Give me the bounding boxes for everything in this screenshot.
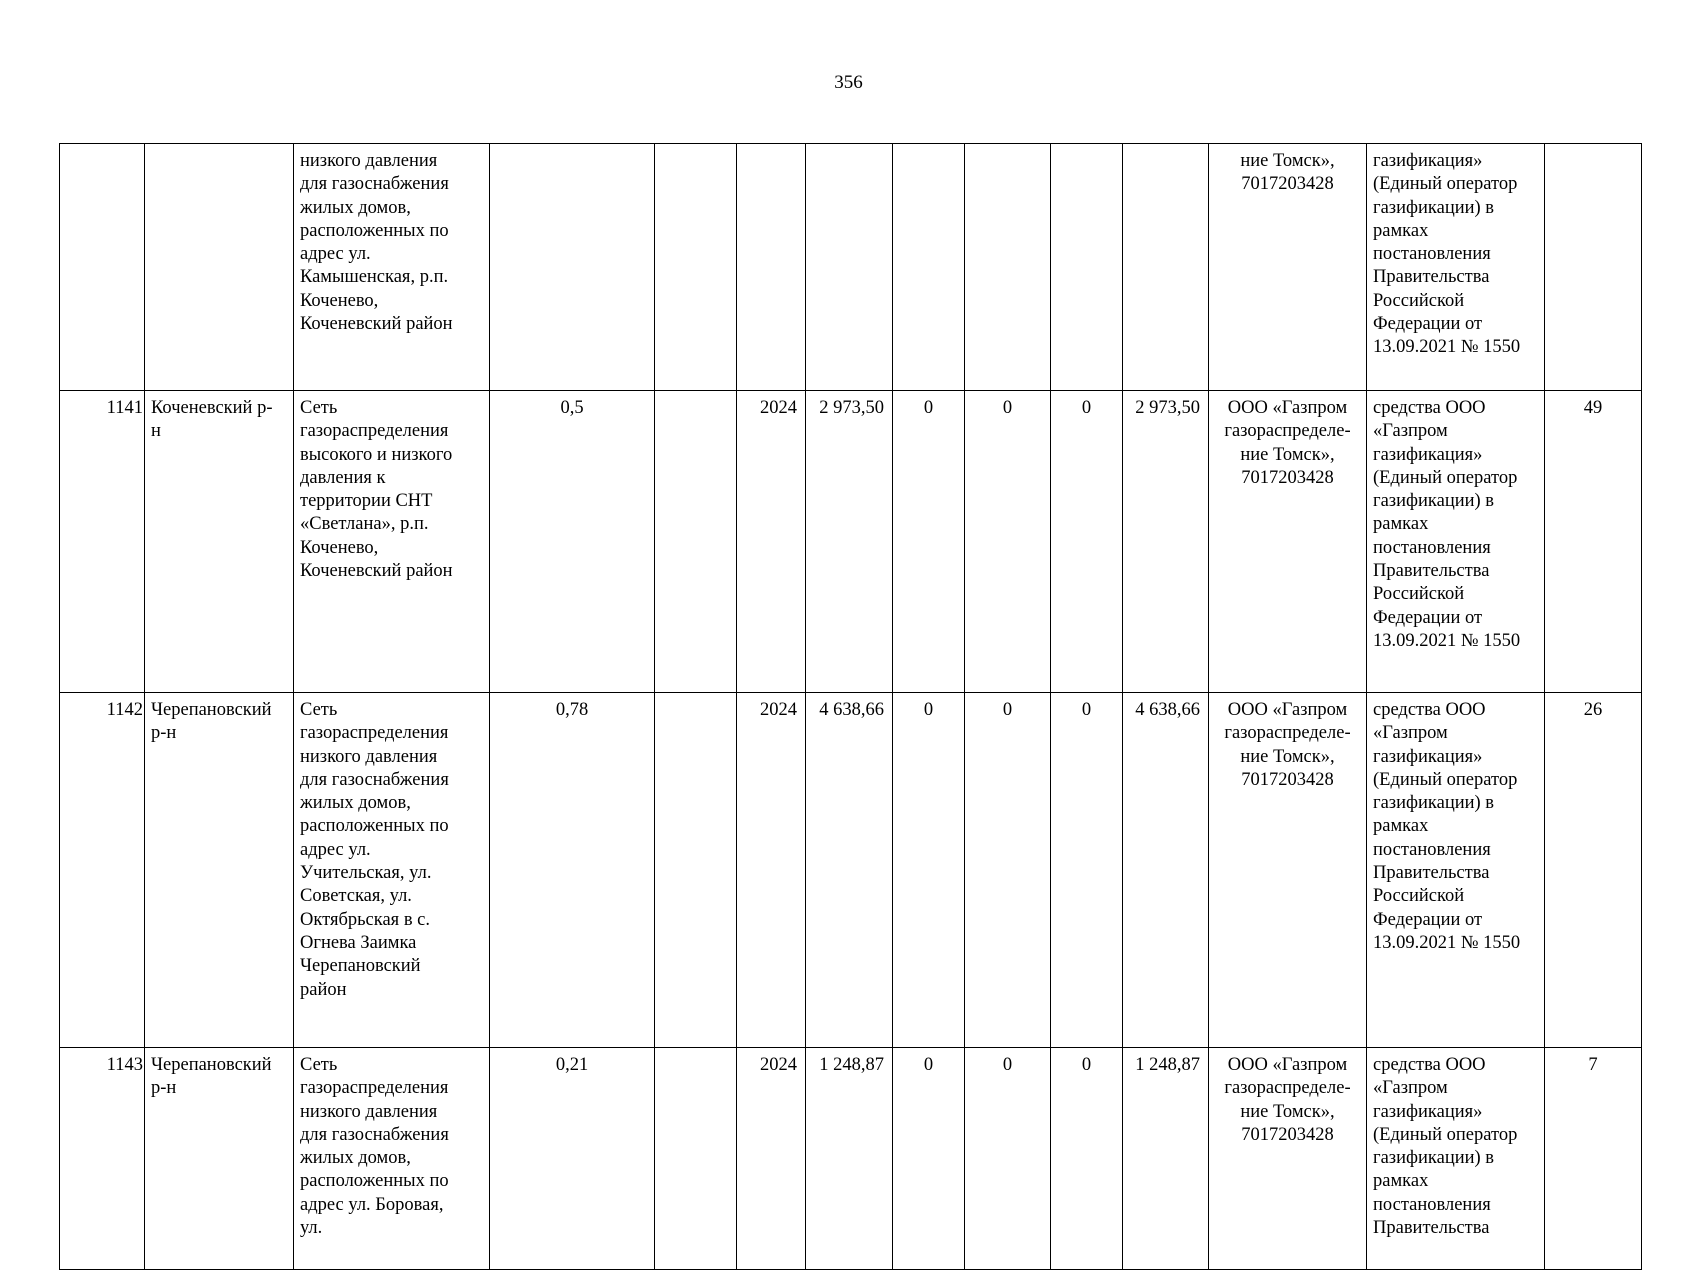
year-cell: 2024 — [737, 693, 806, 1048]
cost-cell-1 — [893, 144, 965, 391]
district-cell: Черепановский р-н — [145, 693, 294, 1048]
funding-source-cell: средства ООО «Газпром газификация» (Единый оператор газификации) в рамках постановления Правительства Российской Федерации от 13.09.2021 № 1550 — [1367, 693, 1545, 1048]
empty-cell — [655, 144, 737, 391]
year-cell — [737, 144, 806, 391]
total-cost-cell — [806, 144, 893, 391]
count-cell: 26 — [1545, 693, 1642, 1048]
organization-cell: ООО «Газпром газораспределе- ние Томск», 7017203428 — [1209, 693, 1367, 1048]
page-number: 356 — [834, 72, 863, 93]
funding-source-cell: средства ООО «Газпром газификация» (Единый оператор газификации) в рамках постановления Правительства Российской Федерации от 13.09.2021 № 1550 — [1367, 391, 1545, 693]
funding-source-cell: средства ООО «Газпром газификация» (Единый оператор газификации) в рамках постановления Правительства — [1367, 1048, 1545, 1270]
empty-cell — [655, 391, 737, 693]
cost-cell-2: 0 — [965, 1048, 1051, 1270]
length-cell — [490, 144, 655, 391]
organization-cell: ООО «Газпром газораспределе- ние Томск», 7017203428 — [1209, 1048, 1367, 1270]
cost-cell-3: 0 — [1051, 391, 1123, 693]
district-cell — [145, 144, 294, 391]
row-number: 1141 — [60, 391, 145, 693]
district-cell: Черепановский р-н — [145, 1048, 294, 1270]
length-cell: 0,5 — [490, 391, 655, 693]
year-cell: 2024 — [737, 1048, 806, 1270]
count-cell: 7 — [1545, 1048, 1642, 1270]
length-cell: 0,78 — [490, 693, 655, 1048]
cost-cell-1: 0 — [893, 391, 965, 693]
total-cost-cell: 2 973,50 — [806, 391, 893, 693]
object-description-cell: низкого давления для газоснабжения жилых домов, расположенных по адрес ул. Камышенская, р.п. Коченево, Коченевский район — [294, 144, 490, 391]
organization-cell: ООО «Газпром газораспределе- ние Томск», 7017203428 — [1209, 391, 1367, 693]
object-description-cell: Сеть газораспределения высокого и низкого давления к территории СНТ «Светлана», р.п. Коченево, Коченевский район — [294, 391, 490, 693]
cost-cell-1: 0 — [893, 693, 965, 1048]
cost-cell-3: 0 — [1051, 1048, 1123, 1270]
count-cell — [1545, 144, 1642, 391]
investment-table — [59, 143, 1642, 1270]
cost-cell-4 — [1123, 144, 1209, 391]
table-row — [60, 1048, 1642, 1270]
row-number — [60, 144, 145, 391]
total-cost-cell: 1 248,87 — [806, 1048, 893, 1270]
count-cell: 49 — [1545, 391, 1642, 693]
empty-cell — [655, 693, 737, 1048]
cost-cell-2 — [965, 144, 1051, 391]
cost-cell-2: 0 — [965, 391, 1051, 693]
cost-cell-4: 2 973,50 — [1123, 391, 1209, 693]
organization-cell: ние Томск», 7017203428 — [1209, 144, 1367, 391]
object-description-cell: Сеть газораспределения низкого давления для газоснабжения жилых домов, расположенных по адрес ул. Учительская, ул. Советская, ул. Октябрьская в с. Огнева Заимка Черепановский район — [294, 693, 490, 1048]
total-cost-cell: 4 638,66 — [806, 693, 893, 1048]
year-cell: 2024 — [737, 391, 806, 693]
empty-cell — [655, 1048, 737, 1270]
table-row — [60, 144, 1642, 391]
cost-cell-3 — [1051, 144, 1123, 391]
cost-cell-4: 4 638,66 — [1123, 693, 1209, 1048]
cost-cell-2: 0 — [965, 693, 1051, 1048]
row-number: 1142 — [60, 693, 145, 1048]
object-description-cell: Сеть газораспределения низкого давления для газоснабжения жилых домов, расположенных по адрес ул. Боровая, ул. — [294, 1048, 490, 1270]
table-row — [60, 693, 1642, 1048]
length-cell: 0,21 — [490, 1048, 655, 1270]
cost-cell-4: 1 248,87 — [1123, 1048, 1209, 1270]
funding-source-cell: газификация» (Единый оператор газификации) в рамках постановления Правительства Российской Федерации от 13.09.2021 № 1550 — [1367, 144, 1545, 391]
cost-cell-3: 0 — [1051, 693, 1123, 1048]
row-number: 1143 — [60, 1048, 145, 1270]
district-cell: Коченевский р- н — [145, 391, 294, 693]
cost-cell-1: 0 — [893, 1048, 965, 1270]
table-row — [60, 391, 1642, 693]
